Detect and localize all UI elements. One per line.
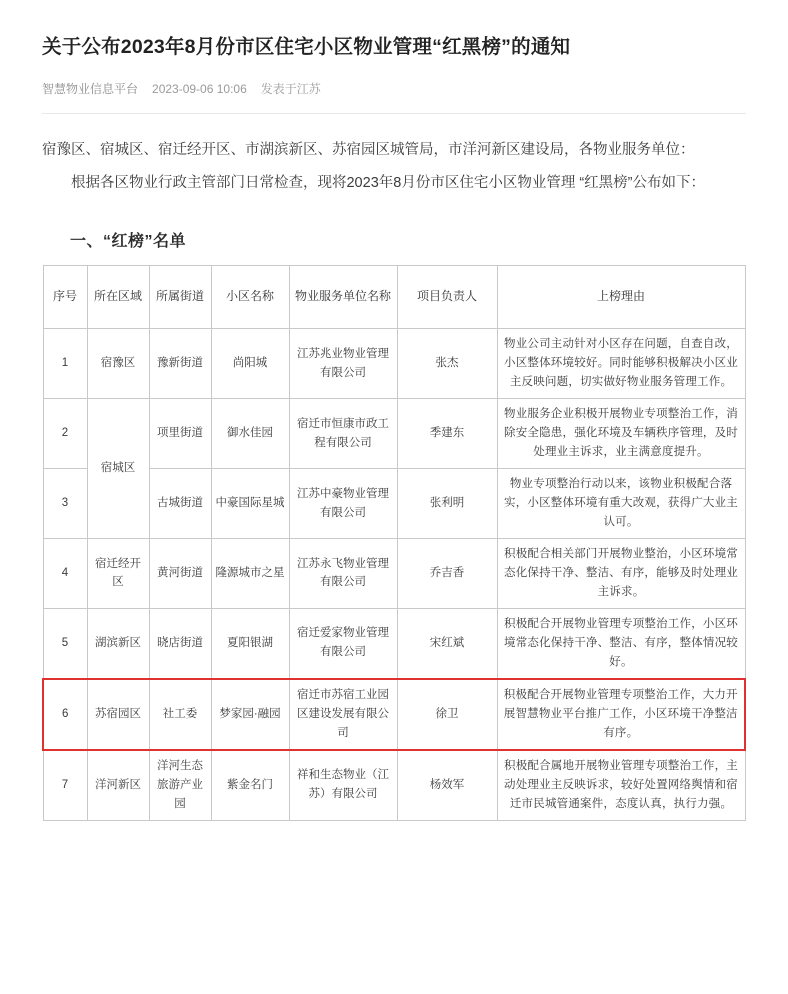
table-row: [43, 608, 745, 678]
cell-reason: 物业专项整治行动以来，该物业积极配合落实，小区整体环境有重大改观，获得广大业主认可。: [497, 469, 745, 539]
cell-area-merged: 宿城区: [87, 399, 149, 539]
article-meta: [42, 80, 746, 113]
recipients-paragraph: 宿豫区、宿城区、宿迁经开区、市湖滨新区、苏宿园区城管局，市洋河新区建设局，各物业服务单位：: [42, 142, 695, 159]
cell-company: 宿迁市苏宿工业园区建设发展有限公司: [289, 679, 397, 750]
cell-no: 2: [43, 399, 87, 469]
cell-community: 紫金名门: [211, 750, 289, 820]
cell-street: 社工委: [149, 679, 211, 750]
cell-street: 黄河街道: [149, 539, 211, 609]
meta-from: 发表于江苏: [260, 82, 321, 97]
cell-company: 江苏永飞物业管理有限公司: [289, 539, 397, 609]
header-company: 物业服务单位名称: [289, 266, 397, 329]
cell-street: 晓店街道: [149, 608, 211, 678]
table-row-highlighted: [43, 679, 745, 750]
cell-community: 中豪国际星城: [211, 469, 289, 539]
cell-street: 古城街道: [149, 469, 211, 539]
redlist-table: [42, 265, 746, 820]
page-title: 关于公布2023年8月份市区住宅小区物业管理“红黑榜”的通知: [42, 36, 571, 59]
table-row: [43, 399, 745, 469]
table-header-row: [43, 266, 745, 329]
cell-community: 隆源城市之星: [211, 539, 289, 609]
header-reason: 上榜理由: [497, 266, 745, 329]
table-row: [43, 750, 745, 820]
header-area: 所在区域: [87, 266, 149, 329]
cell-manager: 杨效军: [397, 750, 497, 820]
cell-reason: 积极配合相关部门开展物业整治，小区环境常态化保持干净、整洁、有序，能够及时处理业主诉求。: [497, 539, 745, 609]
cell-company: 江苏兆业物业管理有限公司: [289, 329, 397, 399]
cell-company: 宿迁市恒康市政工程有限公司: [289, 399, 397, 469]
table-row: [43, 539, 745, 609]
cell-area: 宿豫区: [87, 329, 149, 399]
cell-no: 1: [43, 329, 87, 399]
header-divider: [42, 113, 746, 114]
table-row: [43, 329, 745, 399]
header-no: 序号: [43, 266, 87, 329]
cell-company: 江苏中豪物业管理有限公司: [289, 469, 397, 539]
cell-street: 洋河生态旅游产业园: [149, 750, 211, 820]
cell-no: 6: [43, 679, 87, 750]
cell-no: 5: [43, 608, 87, 678]
cell-manager: 乔吉香: [397, 539, 497, 609]
cell-reason: 物业服务企业积极开展物业专项整治工作，消除安全隐患，强化环境及车辆秩序管理，及时处理业主诉求，业主满意度提升。: [497, 399, 745, 469]
header-community: 小区名称: [211, 266, 289, 329]
cell-no: 4: [43, 539, 87, 609]
cell-street: 豫新街道: [149, 329, 211, 399]
header-manager: 项目负责人: [397, 266, 497, 329]
cell-area: 宿迁经开区: [87, 539, 149, 609]
header-street: 所属街道: [149, 266, 211, 329]
cell-community: 尚阳城: [211, 329, 289, 399]
cell-reason: 积极配合属地开展物业管理专项整治工作，主动处理业主反映诉求，较好处置网络舆情和宿迁市民城管通案件，态度认真，执行力强。: [497, 750, 745, 820]
cell-community: 梦家园·融园: [211, 679, 289, 750]
cell-area: 苏宿园区: [87, 679, 149, 750]
cell-manager: 张杰: [397, 329, 497, 399]
cell-company: 宿迁爱家物业管理有限公司: [289, 608, 397, 678]
meta-time: 2023-09-06 10:06: [152, 81, 247, 96]
cell-area: 湖滨新区: [87, 608, 149, 678]
section-heading-redlist: 一、“红榜”名单: [70, 233, 187, 251]
cell-manager: 宋红斌: [397, 608, 497, 678]
cell-reason: 积极配合开展物业管理专项整治工作，小区环境常态化保持干净、整洁、有序，整体情况较好。: [497, 608, 745, 678]
cell-area: 洋河新区: [87, 750, 149, 820]
cell-company: 祥和生态物业（江苏）有限公司: [289, 750, 397, 820]
cell-street: 项里街道: [149, 399, 211, 469]
cell-no: 3: [43, 469, 87, 539]
table-row: [43, 469, 745, 539]
meta-source: 智慧物业信息平台: [42, 82, 139, 97]
cell-reason: 物业公司主动针对小区存在问题，自查自改，小区整体环境较好。同时能够积极解决小区业主反映问题，切实做好物业服务管理工作。: [497, 329, 745, 399]
cell-manager: 徐卫: [397, 679, 497, 750]
cell-community: 御水佳园: [211, 399, 289, 469]
cell-manager: 张利明: [397, 469, 497, 539]
article-page: [0, 13, 788, 821]
cell-manager: 季建东: [397, 399, 497, 469]
intro-paragraph: 根据各区物业行政主管部门日常检查，现将2023年8月份市区住宅小区物业管理 “红黑榜”公布如下：: [71, 175, 706, 192]
cell-community: 夏阳银湖: [211, 608, 289, 678]
cell-reason: 积极配合开展物业管理专项整治工作，大力开展智慧物业平台推广工作，小区环境干净整洁有序。: [497, 679, 745, 750]
cell-no: 7: [43, 750, 87, 820]
